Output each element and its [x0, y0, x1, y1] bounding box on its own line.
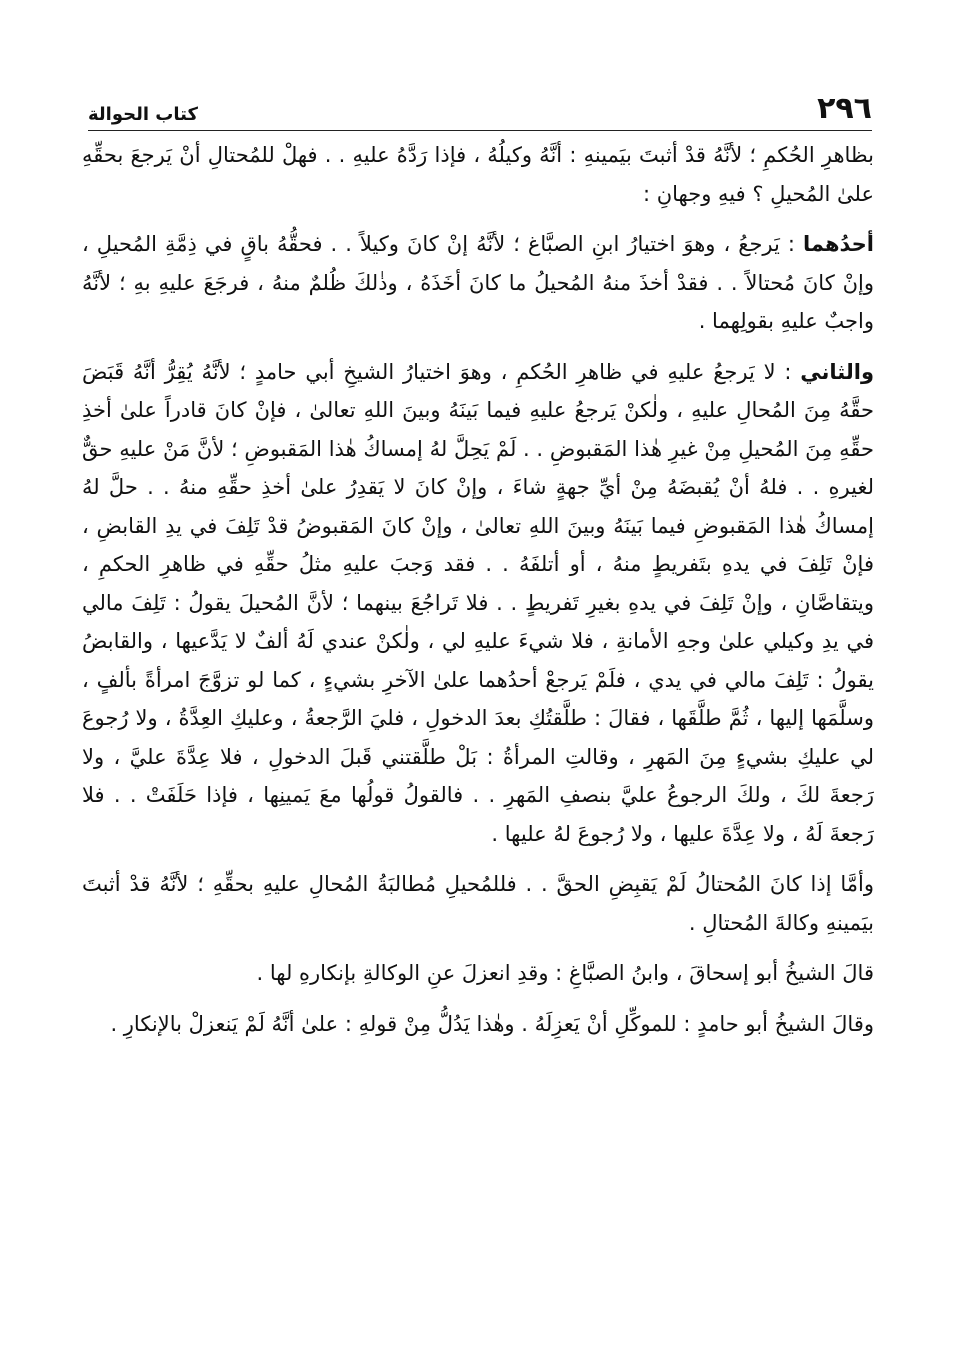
paragraph	[82, 136, 874, 213]
paragraph-text: : يَرجعُ ، وهوَ اختيارُ ابنِ الصبَّاغ ؛ لأنَّهُ إنْ كانَ وكيلاً . . فحقُّهُ باقٍ في ذِمَّةِ المُحيلِ ، وإنْ كانَ مُحتالاً . . فقدْ أخذَ منهُ المُحيلُ ما كانَ أخَذَهُ ، وذٰلكَ ظُلمٌ منهُ ، فرجَعَ عليهِ بهِ ؛ لأنَّهُ واجبٌ عليهِ بقولِهما .	[82, 232, 874, 333]
page-header	[88, 82, 872, 131]
paragraph	[82, 1005, 874, 1044]
paragraph-lead: أحدُهما	[803, 232, 874, 256]
running-title: كتاب الحوالة	[88, 104, 198, 125]
paragraph	[82, 353, 874, 854]
paragraph-text: بظاهرِ الحُكمِ ؛ لأنَّهُ قدْ أثبتَ بيَمينهِ : أنَّهُ وكيلُهُ ، فإذا رَدَّهُ عليهِ . . فهلْ للمُحتالِ أنْ يَرجعَ بحقِّهِ علىٰ المُحيلِ ؟ فيهِ وجهانِ :	[82, 143, 874, 206]
paragraph	[82, 954, 874, 993]
paragraph-text: وأمَّا إذا كانَ المُحتالُ لَمْ يَقبِضِ الحقَّ . . فللمُحيلِ مُطالبَةُ المُحالِ عليهِ بحقِّهِ ؛ لأنَّهُ قدْ أثبتَ بيَمينهِ وكالةَ المُحتالِ .	[82, 872, 874, 935]
body-text	[82, 136, 874, 1055]
paragraph-text: : لا يَرجعُ عليهِ في ظاهرِ الحُكمِ ، وهوَ اختيارُ الشيخِ أبي حامدٍ ؛ لأنَّهُ يُقِرُّ أنَّهُ قَبَضَ حقَّهُ مِنَ المُحالِ عليهِ ، ولٰكنْ يَرجعُ عليهِ فيما بَينَهُ وبينَ اللهِ تعالىٰ ، فإنْ كانَ قادراً علىٰ أخذِ حقِّهِ مِنَ المُحيلِ مِنْ غيرِ هٰذا المَقبوضِ . . لَمْ يَحِلَّ لهُ إمساكُ هٰذا المَقبوضِ ؛ لأنَّ مَنْ عليهِ حقٌّ لغيرهِ . . فلهُ أنْ يُقبضَهُ مِنْ أيِّ جهةٍ شاءَ ، وإنْ كانَ لا يَقدِرُ علىٰ أخذِ حقِّهِ منهُ . . حلَّ لهُ إمساكُ هٰذا المَقبوضِ فيما بَينَهُ وبينَ اللهِ تعالىٰ ، وإنْ كانَ المَقبوضُ قدْ تَلِفَ في يدِ القابضِ ، فإنْ تَلِفَ في يدهِ بتَفريطٍ منهُ ، أو أتلفَهُ . . فقد وَجبَ عليهِ مثلُ حقِّهِ في ظاهرِ الحكمِ ، ويتقاصَّانِ ، وإنْ تَلِفَ في يدهِ بغيرِ تَفريطٍ . . فلا تَراجُعَ بينهما ؛ لأنَّ المُحيلَ يقولُ : تَلِفَ مالي في يدِ وكيلي علىٰ وجهِ الأمانةِ ، فلا شيءَ عليهِ لي ، ولٰكنْ عندي لَهُ ألفٌ لا يَدَّعيها ، والقابضُ يقولُ : تَلِفَ مالي في يدي ، فلَمْ يَرجعْ أحدُهما علىٰ الآخرِ بشيءٍ ، كما لو تزوَّجَ امرأةً بألفٍ ، وسلَّمَها إليها ، ثُمَّ طلَّقَها ، فقالَ : طلَّقتُكِ بعدَ الدخولِ ، فليَ الرَّجعةُ ، وعليكِ العِدَّةُ ، ولا رُجوعَ لي عليكِ بشيءٍ مِنَ المَهرِ ، وقالتِ المرأةُ : بَلْ طلَّقتني قَبلَ الدخولِ ، فلا عِدَّةَ عليَّ ، ولا رَجعةَ لكَ ، ولكَ الرجوعُ عليَّ بنصفِ المَهرِ . . فالقولُ قولُها معَ يَمينِها ، فإذا حَلَفَتْ . . فلا رَجعةَ لَهُ ، ولا عِدَّةَ عليها ، ولا رُجوعَ لهُ عليها .	[82, 359, 874, 846]
paragraph	[82, 225, 874, 341]
paragraph	[82, 865, 874, 942]
paragraph-text: وقالَ الشيخُ أبو حامدٍ : للموكِّلِ أنْ يَعزِلَهُ . وهٰذا يَدُلُّ مِنْ قولهِ : علىٰ أنَّهُ لَمْ يَنعزلْ بالإنكارِ .	[110, 1011, 874, 1036]
page-number: ٢٩٦	[817, 91, 872, 126]
paragraph-lead: والثاني	[800, 359, 874, 384]
paragraph-text: قالَ الشيخُ أبو إسحاقَ ، وابنُ الصبَّاغِ : وقدِ انعزلَ عنِ الوكالةِ بإنكارهِ لها .	[256, 961, 874, 985]
